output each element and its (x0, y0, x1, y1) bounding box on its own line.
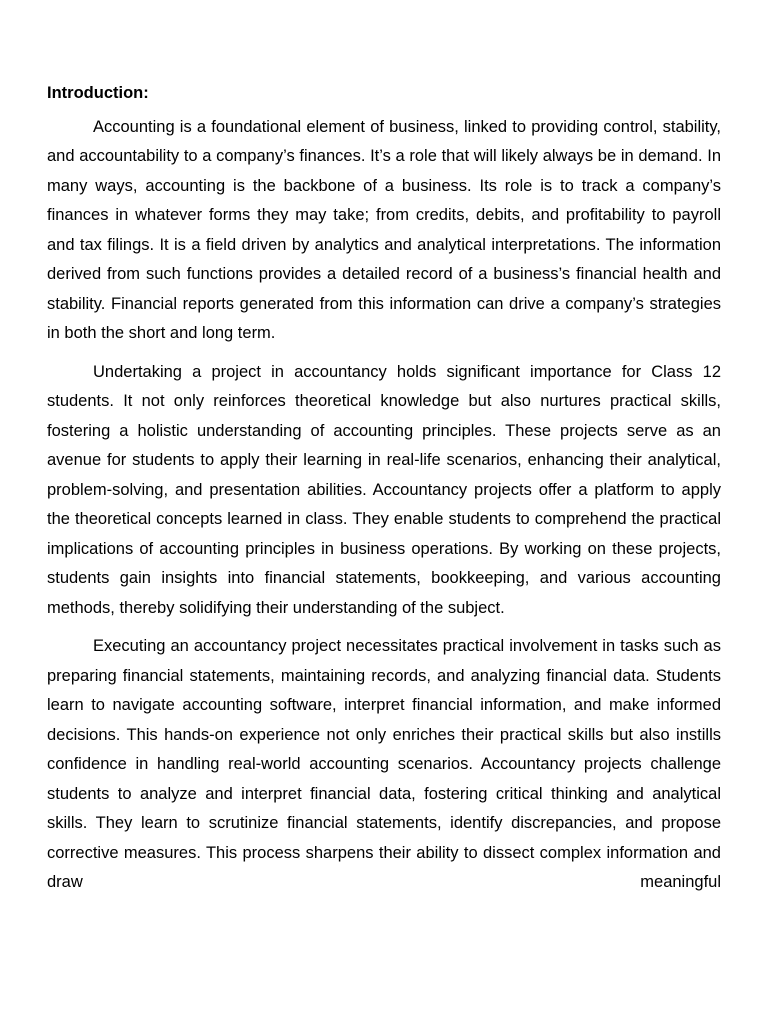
paragraph-accounting-overview: Accounting is a foundational element of business, linked to providing control, stability, and accountability to a company’s finances. It’s a role that will likely always be in demand. In many ways, accounting is the backbone of a business. Its role is to track a company’s finances in whatever forms they may take; from credits, debits, and profitability to payroll and tax filings. It is a field driven by analytics and analytical interpretations. The information derived from such functions provides a detailed record of a business’s financial health and stability. Financial reports generated from this information can drive a company’s strategies in both the short and long term. (47, 117, 721, 342)
paragraph-project-execution: Executing an accountancy project necessitates practical involvement in tasks such as preparing financial statements, maintaining records, and analyzing financial data. Students learn to navigate accounting software, interpret financial information, and make informed decisions. This hands-on experience not only enriches their practical skills but also instills confidence in handling real-world accounting scenarios. Accountancy projects challenge students to analyze and interpret financial data, fostering critical thinking and analytical skills. They learn to scrutinize financial statements, identify discrepancies, and propose corrective measures. This process sharpens their ability to dissect complex information and draw meaningful (47, 637, 721, 891)
paragraph-project-importance: Undertaking a project in accountancy holds significant importance for Class 12 students. It not only reinforces theoretical knowledge but also nurtures practical skills, fostering a holistic understanding of accounting principles. These projects serve as an avenue for students to apply their learning in real-life scenarios, enhancing their analytical, problem-solving, and presentation abilities. Accountancy projects offer a platform to apply the theoretical concepts learned in class. They enable students to comprehend the practical implications of accounting principles in business operations. By working on these projects, students gain insights into financial statements, bookkeeping, and various accounting methods, thereby solidifying their understanding of the subject. (47, 362, 721, 617)
section-heading: Introduction: (47, 84, 149, 102)
